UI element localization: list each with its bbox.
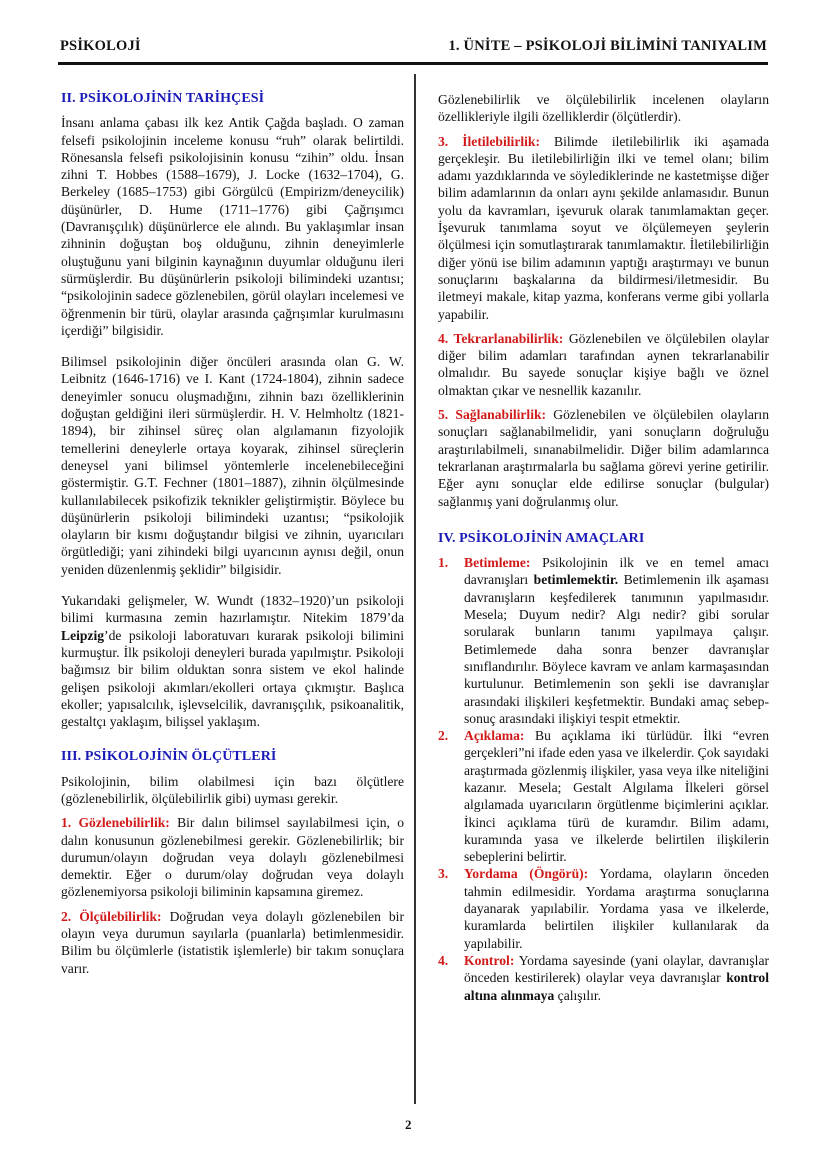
aim-number: 4. (438, 952, 449, 968)
aim-number: 3. (438, 866, 449, 882)
criteria-bridge: Gözlenebilirlik ve ölçülebilirlik incelenen olayların özellikleriyle ilgili özelliklerdir (ölçütlerdir). (438, 92, 769, 125)
header-rule (58, 62, 768, 65)
section-title-aims: IV. PSİKOLOJİNİN AMAÇLARI (438, 530, 645, 546)
criterion-repeatability: 4. Tekrarlanabilirlik: Gözlenebilen ve ölçülebilen olaylar diğer bilim adamları tarafından aynen tekrarlanabilir olmalıdır. Bu sayede sonuçlar kişiye bağlı ve öznel olmaktan çıkar ve nesnellik kazanılır. (438, 330, 770, 398)
aim-prediction: 3. Yordama (Öngörü): Yordama, olayların önceden tahmin edilmesidir. Yordama araştırma sonuçlarına dayanarak yapılabilir. Yordama yasa ve ilkelerde, kuramlarda belirtilen ilişkiler kullanılarak da yapılabilir. (438, 866, 769, 951)
criterion-term: 5. Sağlanabilirlik: (438, 407, 547, 423)
aim-number: 1. (438, 555, 449, 571)
aim-term: Kontrol: (464, 952, 515, 968)
aim-control: 4. Kontrol: Yordama sayesinde (yani olaylar, davranışlar önceden kestirilerek) olaylar veya davranışlar kontrol altına alınmaya çalışılır. (438, 952, 769, 1003)
criterion-measurability: 2. Ölçülebilirlik: Doğrudan veya dolaylı gözlenebilen bir olayın veya durumun sayılarla (puanlarla) betimlenmesidir. Bilim bu ölçümlerle (istatistik işlemlerle) bir takım sonuçlara varır. (61, 908, 404, 976)
aim-number: 2. (438, 728, 449, 744)
history-paragraph-3: Yukarıdaki gelişmeler, W. Wundt (1832–1920)’un psikoloji bilimi kurmasına zemin hazırlamıştır. Nitekim 1879’da Leipzig’de psikoloji laboratuvarı kurarak psikoloji bilimini kurmuştur. İlk psikoloji deneyleri burada yapılmıştır. Psikoloji bağımsız bir bilim olduktan sonra sistem ve ekol halinde gelişen psikoloji akımları/ekolleri ortaya çıkmıştır. Başlıca ekoller; yapısalcılık, işlevselcilik, davranışçılık, psikoanalitik, gestaltçı yaklaşım, bilişsel yaklaşım. (61, 593, 404, 730)
criterion-term: 1. Gözlenebilirlik: (61, 815, 170, 831)
criterion-term: 3. İletilebilirlik: (438, 133, 540, 149)
right-column (438, 91, 769, 1004)
aim-term: Yordama (Öngörü): (464, 866, 589, 882)
page-number: 2 (405, 1117, 412, 1132)
aims-list (438, 554, 769, 1004)
unit-title: 1. ÜNİTE – PSİKOLOJİ BİLİMİNİ TANIYALIM (448, 38, 767, 54)
book-title: PSİKOLOJİ (60, 38, 141, 54)
criterion-term: 4. Tekrarlanabilirlik: (438, 330, 564, 346)
page-header (60, 38, 767, 62)
aim-term: Betimleme: (464, 555, 531, 571)
history-paragraph-1: İnsanı anlama çabası ilk kez Antik Çağda başladı. O zaman felsefi psikolojinin inceleme konusu “ruh” olarak belirtildi. Rönesansla felsefi psikolojisinin konusu “zihin” oldu. İnsan zihni T. Hobbes (1588–1679), J. Locke (1632–1704), G. Berkeley (1685–1753) gibi Görgülcü (Empirizm/deneycilik) düşünürler, D. Hume (1711–1776) gibi Çağrışımcı (Davranışçılık) düşünürlerce ele alındı. Bu yaklaşımlar insan zihninin doğuştan boş olduğunu, zihnin deneyimlerle oluştuğunu yani bilginin kaynağının duyumlar olduğunu ileri sürmüşlerdir. Bu düşünürlerin psikoloji bilimindeki uzantısı; “psikolojinin sadece gözlenebilen, görül olayları incelemesi ve öğrenmenin bir türü, olaylar arasında çağrışımlar kurulmasını içerdiği” bilgisidir. (61, 115, 404, 338)
left-column (61, 90, 404, 984)
criterion-verifiability: 5. Sağlanabilirlik: Gözlenebilen ve ölçülebilen olayların sonuçları sağlanabilmelidir, yani sonuçların doğruluğu araştırılabilmeli, sınanabilmelidir. Diğer bilim adamlarınca tekrarlanan araştırmalarla bu sağlama görevi yerine getirilir. Eğer aynı sonuçlar elde edilirse sonuçlar (bulgular) sağlanmış yani doğrulanmış olur. (438, 407, 769, 509)
column-divider (414, 74, 416, 1104)
aim-description: 1. Betimleme: Psikolojinin ilk ve en temel amacı davranışları betimlemektir. Betimlemenin ilk aşaması davranışların keşfedilerek tanımının yapılmasıdır. Mesela; Duyum nedir? Algı nedir? gibi sorular sorularak bunların tanımı yapılmaya çalışır. Betimlemede daha sonra benzer davranışlar sınıflandırılır. Böylece kavram ve anlam karmaşasından kurtulunur. Betimlemenin son şekli ise davranışlar arasındaki ilişkileri keşfetmektir. Bundaki amaç sebep-sonuç arasındaki ilişkiyi tespit etmektir. (438, 555, 769, 726)
aim-explanation: 2. Açıklama: Bu açıklama iki türlüdür. İlki “evren gerçekleri”ni ifade eden yasa ve ilkelerdir. Çok sayıdaki araştırmada gözlenmiş ilişkiler, yasa veya ilke niteliğini kazanır. Mesela; Gestalt Algılama İlkeleri görsel algılamada uyarıcıların örgütlenme biçimlerini açıklar. İkinci açıklama türü de kuramdır. Bilim adamı, kuramında yasa ve ilkelerde belirtilen ilişkilerin sebeplerini belirtir. (438, 728, 769, 865)
leipzig-bold: Leipzig (61, 627, 105, 643)
aim-term: Açıklama: (464, 728, 525, 744)
criterion-observability: 1. Gözlenebilirlik: Bir dalın bilimsel sayılabilmesi için, o dalın konusunun gözlenebilmesi gerekir. Gözlenebilirlik; bir durumun/olayın doğrudan veya dolaylı gözlenebilmesi demektir. Eğer o durum/olay doğrudan veya dolaylı gözlenemiyorsa psikoloji biliminin kapsamına giremez. (61, 815, 404, 900)
section-title-criteria: III. PSİKOLOJİNİN ÖLÇÜTLERİ (61, 749, 277, 765)
criterion-communicability: 3. İletilebilirlik: Bilimde iletilebilirlik iki aşamada gerçekleşir. Bu iletilebilirliğin ilki ve temel olanı; bilim adamı yazdıklarında ve söylediklerinde ne kastetmişse diğer bilim adamlarının da onları aynı şekilde anlamasıdır. Bunun yolu da kavramları, işevuruk olarak tanımlamaktan geçer. İşevuruk tanımlama soyut ve ölçülemeyen şeylerin ölçülmesi için somutlaştırarak tanımlamaktır. İletilebilirliğin diğer yönü ise bilim adamının yaptığı araştırmayı ve bunun sonuçlarını başkalarına da bildirmesi/iletmesidir. Bu iletmeyi makale, kitap yazma, konferans verme gibi yollarla yapabilir. (438, 133, 769, 322)
history-paragraph-2: Bilimsel psikolojinin diğer öncüleri arasında olan G. W. Leibnitz (1646-1716) ve I. Kant (1724-1804), zihnin sadece deneyimler sonucu oluşmadığını, zihnin bazı özelliklerinin doğuştan geldiğini ileri sürmüşlerdir. H. V. Helmholtz (1821-1894), bir zihinsel süreç olan algılamanın fizyolojik temellerini deneylerle ortaya koyarak, zihinsel süreçlerin deneysel yani bilimsel yöntemlerle incelenebileceğini göstermiştir. G.T. Fechner (1801–1887), zihnin ölçülmesinde kullanılabilecek psikofizik teknikler geliştirmiştir. Böylece bu düşünürlerin psikoloji bilimindeki uzantısı; “psikolojik olayların bir kısmı doğuştandır bilgisi ve zihnin, uyarıcıları örgütlediği; yani zihindeki bilgi uyarıcının aynısı değil, onun yeniden düzenlenmiş şeklidir” bilgisidir. (61, 354, 404, 577)
section-title-history: II. PSİKOLOJİNİN TARİHÇESİ (61, 91, 265, 106)
criteria-intro: Psikolojinin, bilim olabilmesi için bazı ölçütlere (gözlenebilirlik, ölçülebilirlik gibi) uyması gerekir. (61, 773, 404, 806)
criterion-term: 2. Ölçülebilirlik: (61, 908, 162, 924)
